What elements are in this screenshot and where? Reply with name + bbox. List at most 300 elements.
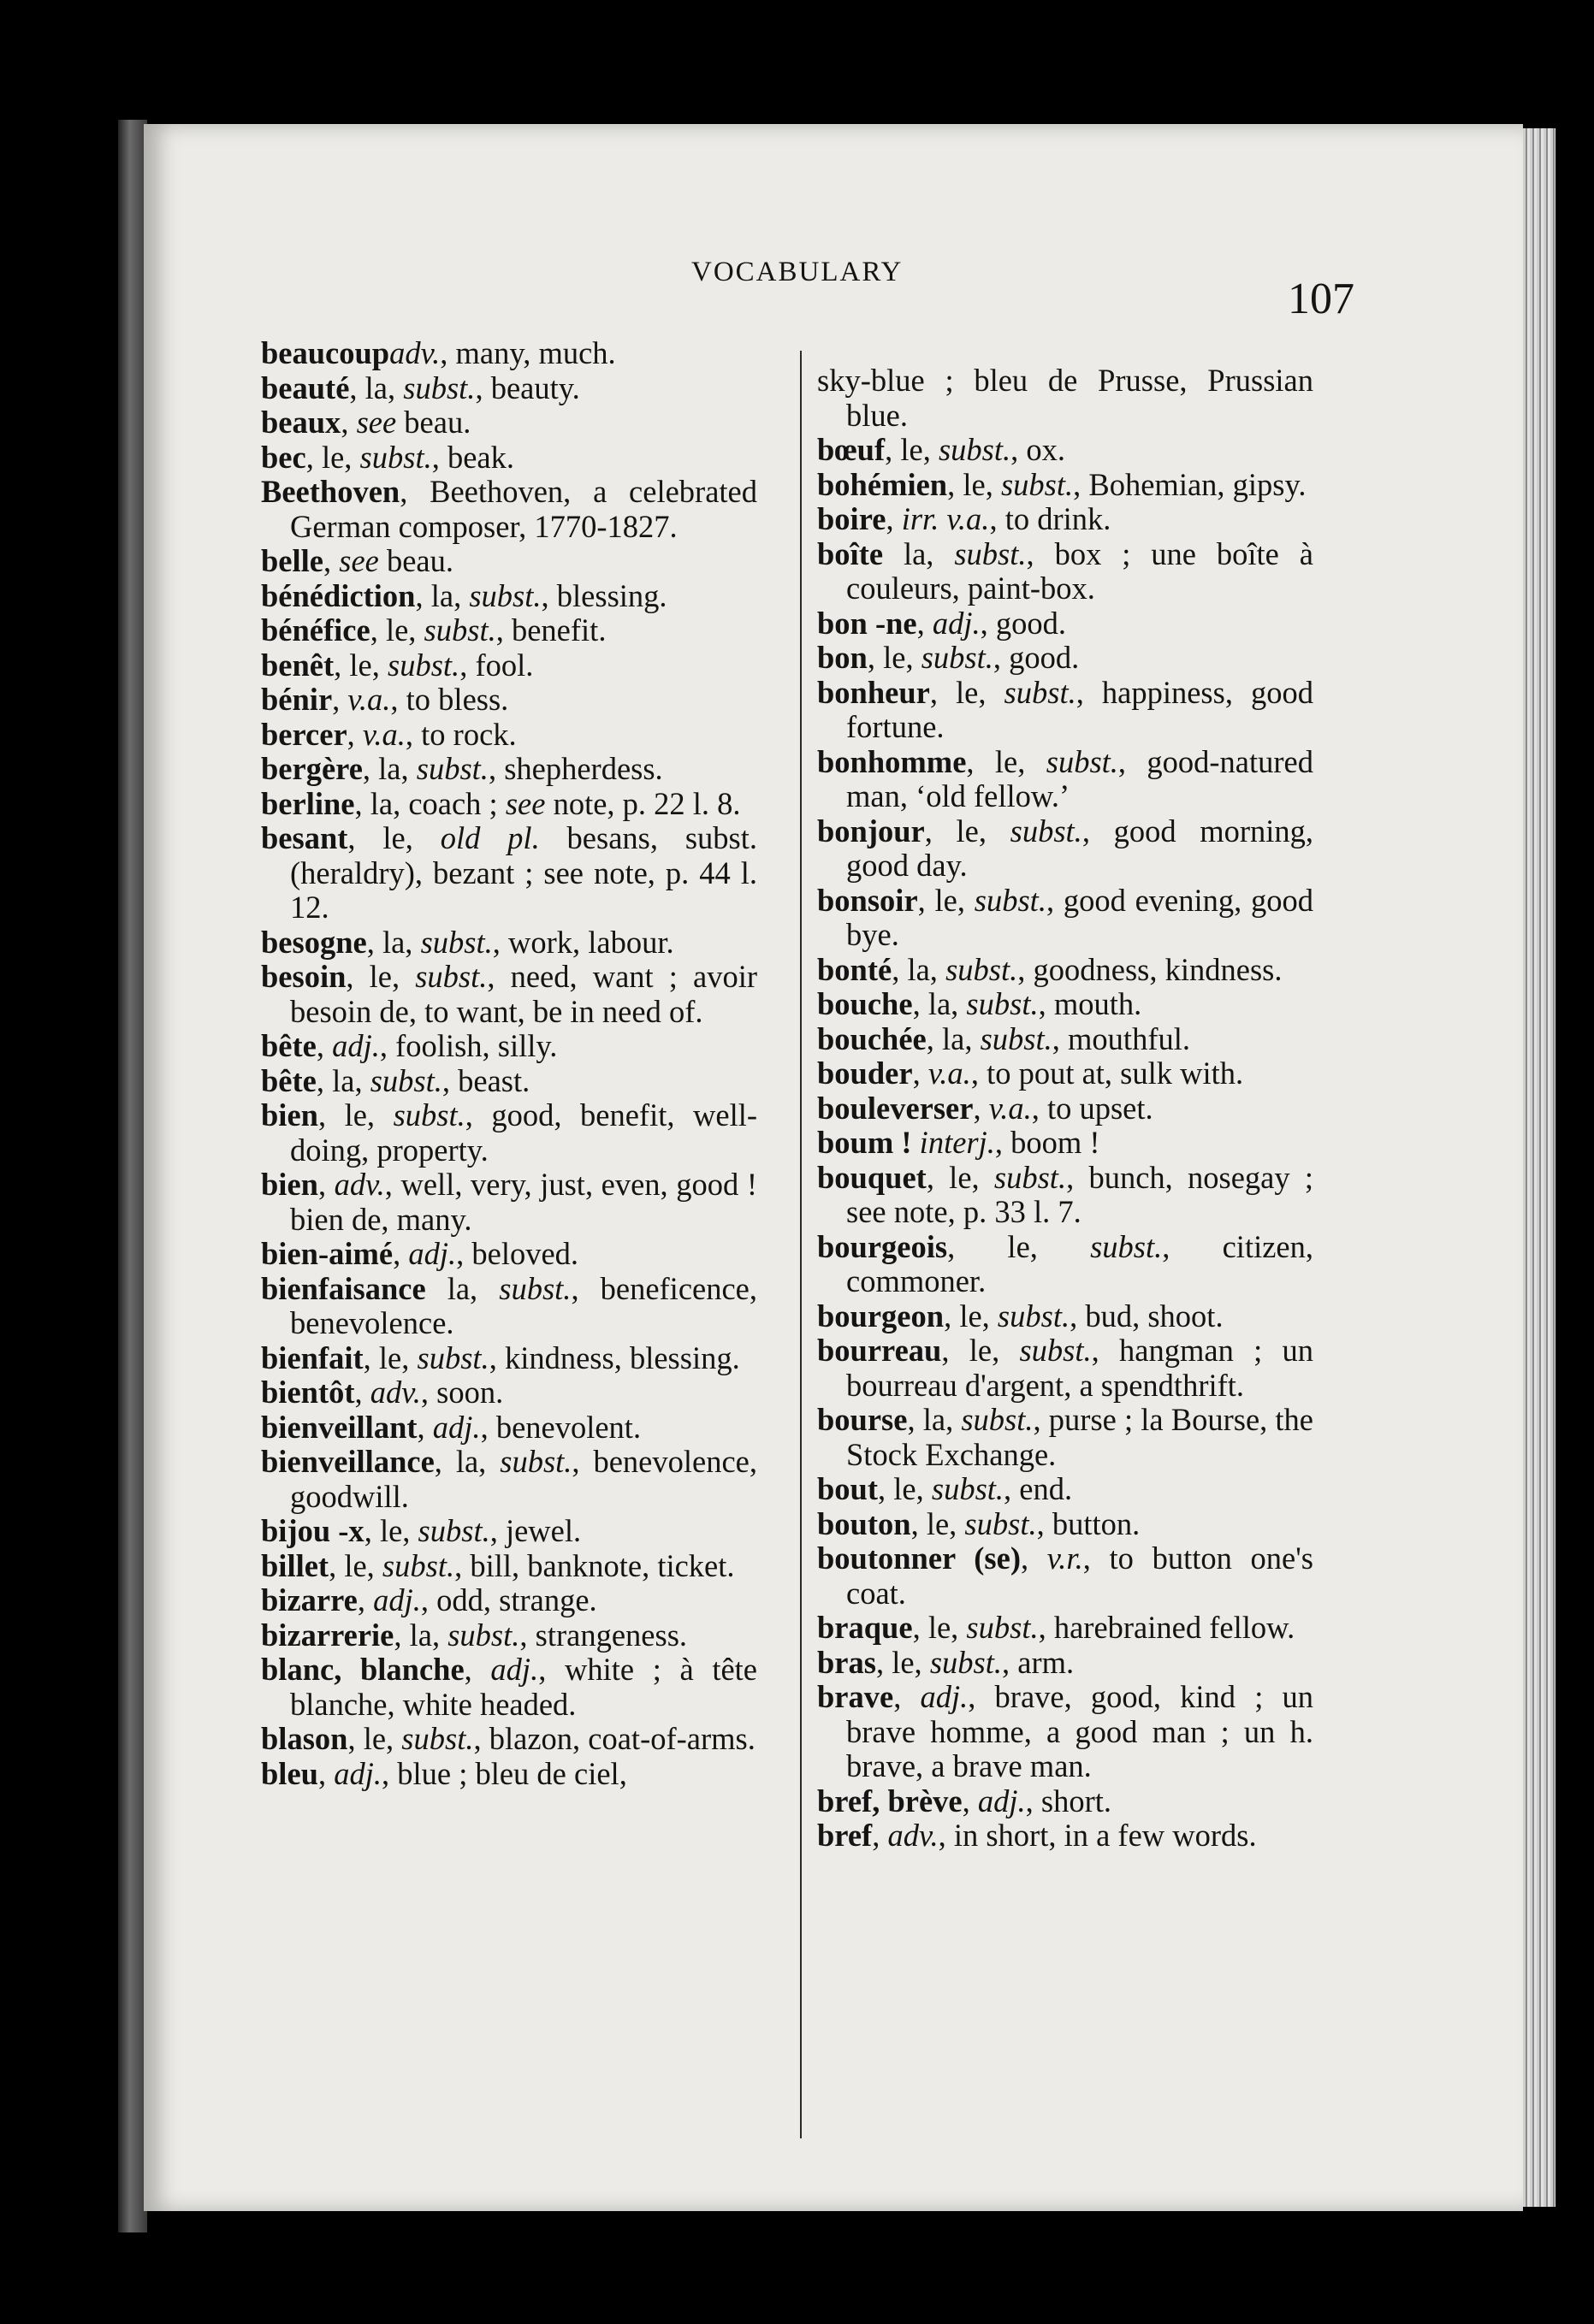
page-edges xyxy=(1523,128,1555,2207)
vocab-entry xyxy=(261,1237,757,1272)
headword: brave xyxy=(817,1679,894,1714)
entry-prefix: , xyxy=(354,1375,370,1410)
grammar-label: adj. xyxy=(432,1409,481,1445)
grammar-label: subst. xyxy=(1004,674,1076,710)
definition: , beloved. xyxy=(456,1236,579,1271)
definition: , beak. xyxy=(431,439,515,475)
grammar-label: subst. xyxy=(966,1610,1039,1645)
headword: bœuf xyxy=(817,432,886,467)
grammar-label: v.a. xyxy=(988,1090,1032,1126)
headword: bénédiction xyxy=(261,577,416,613)
definition: , shepherdess. xyxy=(488,751,663,786)
vocab-entry xyxy=(261,1410,757,1446)
headword: blanc, blanche xyxy=(261,1652,465,1687)
entry-prefix: , la, coach ; xyxy=(354,785,506,821)
headword: bouche xyxy=(817,986,913,1021)
headword: beaucoup xyxy=(261,335,390,370)
definition: , harebrained fellow. xyxy=(1038,1610,1295,1645)
entry-prefix: , le, xyxy=(878,1471,932,1506)
grammar-label: see xyxy=(505,785,546,821)
headword: bien xyxy=(261,1167,318,1202)
headword: bourreau xyxy=(817,1333,942,1368)
vocab-entry xyxy=(261,1653,757,1722)
grammar-label: subst. xyxy=(388,647,460,683)
definition: , to drink. xyxy=(989,501,1111,536)
grammar-label: adj. xyxy=(373,1582,421,1617)
entry-prefix: , la, xyxy=(907,1402,962,1437)
grammar-label: subst. xyxy=(1019,1333,1092,1368)
entry-prefix: , le, xyxy=(370,612,424,648)
grammar-label: subst. xyxy=(359,439,432,475)
vocab-entry xyxy=(261,1583,757,1618)
headword: bouder xyxy=(817,1056,913,1091)
headword: bien xyxy=(261,1097,318,1132)
headword: belle xyxy=(261,543,323,578)
headword: bouleverser xyxy=(817,1090,974,1126)
grammar-label: v.r. xyxy=(1046,1540,1083,1576)
vocab-entry xyxy=(817,1507,1313,1542)
grammar-label: subst. xyxy=(499,1270,572,1306)
definition: , blessing. xyxy=(541,577,667,613)
grammar-label: subst. xyxy=(980,1020,1052,1056)
vocab-entry xyxy=(817,468,1313,503)
entry-prefix: , xyxy=(341,405,357,440)
vocab-entry xyxy=(817,606,1313,642)
entry-prefix: , xyxy=(323,543,340,578)
definition: , to rock. xyxy=(405,716,517,752)
grammar-label: subst. xyxy=(1000,466,1074,502)
vocab-entry xyxy=(261,1029,757,1064)
headword: bientôt xyxy=(261,1375,355,1410)
grammar-label: subst. xyxy=(370,1062,442,1098)
headword: bizarre xyxy=(261,1582,358,1617)
headword: bon -ne xyxy=(817,605,917,641)
vocab-entry xyxy=(261,1618,757,1653)
entry-prefix: , xyxy=(357,1582,374,1617)
grammar-label: subst. xyxy=(945,951,1018,987)
running-head: VOCABULARY xyxy=(691,257,904,287)
headword: bouquet xyxy=(817,1159,927,1195)
entry-prefix: , le, xyxy=(926,1159,994,1195)
vocab-entry xyxy=(817,1299,1313,1334)
grammar-label: subst. xyxy=(1010,813,1082,849)
grammar-label: adj. xyxy=(490,1652,539,1687)
headword: billet xyxy=(261,1547,329,1583)
vocab-entry xyxy=(261,441,757,476)
vocab-entry xyxy=(261,1168,757,1237)
vocab-entry xyxy=(261,475,757,544)
vocab-entry xyxy=(817,1091,1313,1127)
grammar-label: adj. xyxy=(977,1783,1026,1818)
grammar-label: subst. xyxy=(929,1644,1002,1680)
vocab-entry xyxy=(817,1333,1313,1403)
headword: bonté xyxy=(817,951,892,987)
definition: , Beethoven, a celebrated German composer, 1770-1827. xyxy=(290,474,757,544)
entry-prefix: , le, xyxy=(867,640,921,675)
definition: , happiness, good fortune. xyxy=(846,674,1313,744)
definition: , many, much. xyxy=(440,335,616,370)
headword: bien-aimé xyxy=(261,1236,394,1271)
grammar-label: irr. v.a. xyxy=(901,501,990,536)
headword: besogne xyxy=(261,924,367,960)
headword: Beethoven xyxy=(261,474,400,509)
vocab-entry xyxy=(817,1541,1313,1611)
definition: , work, labour. xyxy=(492,924,674,960)
definition: , strangeness. xyxy=(519,1617,688,1653)
headword: boire xyxy=(817,501,886,536)
definition: , mouth. xyxy=(1038,986,1142,1021)
headword: bergère xyxy=(261,751,363,786)
entry-prefix: , xyxy=(316,1028,333,1063)
entry-prefix: , xyxy=(317,1167,335,1202)
grammar-label: subst. xyxy=(424,612,496,648)
vocab-entry xyxy=(261,544,757,579)
page-number: 107 xyxy=(1288,275,1354,323)
grammar-label: adv. xyxy=(370,1375,421,1410)
headword: bourgeon xyxy=(817,1298,945,1333)
headword: bonjour xyxy=(817,813,925,849)
grammar-label: see xyxy=(339,543,379,578)
entry-prefix: , le, xyxy=(941,1333,1020,1368)
definition: , well, very, just, even, good ! bien de, many. xyxy=(290,1167,757,1237)
definition: note, p. 22 l. 8. xyxy=(545,785,741,821)
entry-prefix: , le, xyxy=(917,882,975,918)
entry-prefix: , le, xyxy=(317,1097,394,1132)
entry-prefix: , le, xyxy=(924,813,1010,849)
vocab-entry xyxy=(817,537,1313,606)
entry-prefix: , xyxy=(962,1783,978,1818)
headword: bonhomme xyxy=(817,743,967,779)
headword: bonheur xyxy=(817,674,930,710)
entry-prefix: , la, xyxy=(434,1444,501,1479)
headword: bouchée xyxy=(817,1020,927,1056)
grammar-label: subst. xyxy=(1090,1228,1163,1264)
grammar-label: adj. xyxy=(334,1755,382,1791)
headword: boîte xyxy=(817,535,884,571)
definition: , bunch, nosegay ; see note, p. 33 l. 7. xyxy=(846,1159,1313,1229)
definition: , beauty. xyxy=(475,370,580,405)
entry-prefix: , le, xyxy=(947,1228,1091,1264)
headword: bercer xyxy=(261,716,347,752)
grammar-label: v.a. xyxy=(927,1056,971,1091)
definition: , box ; une boîte à couleurs, paint-box. xyxy=(846,535,1313,606)
definition: , jewel. xyxy=(489,1513,582,1548)
vocab-entry xyxy=(261,336,757,371)
entry-prefix: , xyxy=(973,1090,989,1126)
headword: berline xyxy=(261,785,355,821)
headword: bon xyxy=(817,640,868,675)
vocab-entry xyxy=(261,683,757,718)
right-column xyxy=(817,364,1313,1854)
definition: , need, want ; avoir besoin de, to want, be in need of. xyxy=(290,959,757,1029)
headword: benêt xyxy=(261,647,335,683)
entry-prefix: , xyxy=(912,1056,928,1091)
vocab-entry xyxy=(817,1161,1313,1230)
vocab-entry xyxy=(261,1549,757,1584)
left-column xyxy=(261,336,757,1791)
vocab-entry xyxy=(261,1341,757,1376)
grammar-label: subst. xyxy=(961,1402,1034,1437)
vocab-entry xyxy=(261,1064,757,1099)
headword: braque xyxy=(817,1610,913,1645)
definition: , button. xyxy=(1036,1505,1141,1541)
definition: , ox. xyxy=(1010,432,1066,467)
grammar-label: subst. xyxy=(401,1721,474,1756)
entry-prefix: , xyxy=(893,1679,921,1714)
vocab-entry xyxy=(817,1056,1313,1091)
definition: , benevolence, goodwill. xyxy=(290,1444,757,1514)
vocab-entry xyxy=(261,1445,757,1514)
entry-prefix: , le, xyxy=(334,647,388,683)
definition: , boom ! xyxy=(994,1125,1100,1160)
vocab-entry xyxy=(817,641,1313,676)
grammar-label: subst. xyxy=(420,924,493,960)
vocab-entry xyxy=(817,1403,1313,1472)
grammar-label: adv. xyxy=(887,1818,939,1853)
entry-prefix: , xyxy=(886,501,902,536)
grammar-label: subst. xyxy=(964,1505,1037,1541)
headword: bec xyxy=(261,439,306,475)
vocab-entry xyxy=(261,1272,757,1341)
vocab-entry xyxy=(817,1680,1313,1784)
grammar-label: see xyxy=(356,405,397,440)
vocab-entry xyxy=(261,613,757,648)
headword: besant xyxy=(261,820,348,855)
entry-prefix: , la, xyxy=(926,1020,981,1056)
entry-prefix: , xyxy=(1020,1540,1047,1576)
entry-prefix: , xyxy=(317,1755,335,1791)
definition: , to bless. xyxy=(390,682,509,717)
entry-prefix: , le, xyxy=(346,959,416,994)
headword: boum ! xyxy=(817,1125,912,1160)
vocab-entry xyxy=(817,1022,1313,1057)
definition: , kindness, blessing. xyxy=(489,1339,740,1375)
headword: beauté xyxy=(261,370,350,405)
headword: bleu xyxy=(261,1755,318,1791)
grammar-label: adj. xyxy=(920,1679,969,1714)
headword: bête xyxy=(261,1028,317,1063)
entry-prefix: , xyxy=(332,682,348,717)
entry-prefix: , le, xyxy=(910,1505,965,1541)
definition: , good-natured man, ‘old fellow.’ xyxy=(846,743,1314,813)
entry-prefix: , le, xyxy=(347,820,441,855)
definition: , soon. xyxy=(420,1375,504,1410)
vocab-entry xyxy=(261,787,757,822)
grammar-label: adj. xyxy=(408,1236,457,1271)
grammar-label: subst. xyxy=(993,1159,1067,1195)
entry-prefix: , la, xyxy=(415,577,470,613)
headword: bienveillance xyxy=(261,1444,435,1479)
entry-prefix: , le, xyxy=(347,1721,402,1756)
vocab-entry xyxy=(817,1126,1313,1161)
vocab-entry xyxy=(261,405,757,441)
grammar-label: subst. xyxy=(954,535,1027,571)
definition: , benevolent. xyxy=(480,1409,642,1445)
headword: blason xyxy=(261,1721,348,1756)
vocab-entry xyxy=(261,579,757,614)
headword: beaux xyxy=(261,405,341,440)
vocab-entry xyxy=(817,433,1313,468)
entry-prefix: la, xyxy=(425,1270,500,1306)
vocab-entry xyxy=(261,648,757,683)
definition: , goodness, kindness. xyxy=(1017,951,1283,987)
entry-prefix: , xyxy=(417,1409,433,1445)
vocab-entry xyxy=(817,1472,1313,1507)
vocab-entry xyxy=(817,745,1313,814)
definition: , mouthful. xyxy=(1052,1020,1190,1056)
definition: , Bohemian, gipsy. xyxy=(1073,466,1307,502)
vocab-entry xyxy=(817,814,1313,884)
entry-prefix: , le, xyxy=(944,1298,998,1333)
grammar-label: subst. xyxy=(393,1097,465,1132)
entry-prefix: , la, xyxy=(316,1062,370,1098)
headword: bref xyxy=(817,1818,873,1853)
grammar-label: interj. xyxy=(919,1125,995,1160)
headword: bourse xyxy=(817,1402,908,1437)
vocab-entry xyxy=(817,364,1313,433)
vocab-entry xyxy=(261,371,757,406)
grammar-label: subst. xyxy=(997,1298,1070,1333)
definition: , good. xyxy=(993,640,1080,675)
entry-prefix: , xyxy=(347,716,363,752)
headword: bourgeois xyxy=(817,1228,948,1264)
headword: besoin xyxy=(261,959,347,994)
entry-prefix: , le, xyxy=(912,1610,967,1645)
grammar-label: old pl. xyxy=(440,820,540,855)
definition: , bud, shoot. xyxy=(1070,1298,1224,1333)
vocab-entry xyxy=(817,1230,1313,1299)
headword: bijou -x xyxy=(261,1513,364,1548)
grammar-label: subst. xyxy=(974,882,1046,918)
grammar-label: subst. xyxy=(931,1471,1004,1506)
entry-prefix: , le, xyxy=(966,743,1046,779)
headword: bras xyxy=(817,1644,876,1680)
grammar-label: subst. xyxy=(447,1617,520,1653)
definition: , blazon, coat-of-arms. xyxy=(473,1721,756,1756)
entry-prefix: , la, xyxy=(366,924,421,960)
entry-prefix: , le, xyxy=(364,1513,418,1548)
grammar-label: subst. xyxy=(938,432,1011,467)
definition: , to pout at, sulk with. xyxy=(970,1056,1244,1091)
entry-prefix: , la, xyxy=(912,986,967,1021)
grammar-label: subst. xyxy=(382,1547,455,1583)
headword: bizarrerie xyxy=(261,1617,394,1653)
headword: boutonner (se) xyxy=(817,1540,1021,1576)
definition: , arm. xyxy=(1002,1644,1075,1680)
definition: , beast. xyxy=(441,1062,530,1098)
entry-prefix: , la, xyxy=(362,751,417,786)
grammar-label: adv. xyxy=(389,335,441,370)
grammar-label: subst. xyxy=(418,1513,490,1548)
grammar-label: subst. xyxy=(1046,743,1118,779)
headword: bienfait xyxy=(261,1339,364,1375)
book-spine-shadow xyxy=(118,120,147,2232)
vocab-entry xyxy=(817,676,1313,745)
definition: , citizen, commoner. xyxy=(846,1228,1313,1298)
grammar-label: adj. xyxy=(332,1028,380,1063)
grammar-label: subst. xyxy=(415,959,488,994)
definition: , foolish, silly. xyxy=(379,1028,558,1063)
vocab-entry xyxy=(817,1646,1313,1681)
definition: , good. xyxy=(980,605,1067,641)
vocab-entry xyxy=(817,953,1313,988)
grammar-label: v.a. xyxy=(362,716,406,752)
headword: bref, brève xyxy=(817,1783,963,1818)
entry-prefix: , le, xyxy=(363,1339,418,1375)
vocab-entry xyxy=(261,1722,757,1757)
headword: bienveillant xyxy=(261,1409,418,1445)
definition: , brave, good, kind ; un brave homme, a good man ; un h. brave, a brave man. xyxy=(846,1679,1313,1783)
definition: sky-blue ; bleu de Prusse, Prussian blue. xyxy=(817,363,1313,433)
entry-prefix: , le, xyxy=(875,1644,930,1680)
definition: beau. xyxy=(378,543,453,578)
definition: , benefit. xyxy=(495,612,607,648)
grammar-label: subst. xyxy=(417,1339,489,1375)
definition: , beneficence, benevolence. xyxy=(290,1270,757,1340)
entry-prefix: , le, xyxy=(329,1547,382,1583)
entry-prefix: , le, xyxy=(305,439,360,475)
column-divider xyxy=(800,351,802,2138)
entry-prefix: , la, xyxy=(394,1617,448,1653)
entry-prefix: , xyxy=(916,605,933,641)
definition: , to upset. xyxy=(1031,1090,1153,1126)
entry-prefix: , le, xyxy=(885,432,939,467)
entry-prefix: la, xyxy=(883,535,955,571)
vocab-entry xyxy=(261,1757,757,1792)
vocab-entry xyxy=(817,1784,1313,1819)
vocab-entry xyxy=(261,821,757,925)
headword: bénéfice xyxy=(261,612,370,648)
definition: , in short, in a few words. xyxy=(938,1818,1257,1853)
entry-prefix: , le, xyxy=(947,466,1001,502)
definition: , to button one's coat. xyxy=(846,1540,1314,1611)
headword: bonsoir xyxy=(817,882,918,918)
definition: , purse ; la Bourse, the Stock Exchange. xyxy=(846,1402,1313,1472)
headword: bouton xyxy=(817,1505,911,1541)
vocab-entry xyxy=(261,960,757,1029)
grammar-label: adj. xyxy=(932,605,981,641)
definition: , fool. xyxy=(459,647,534,683)
vocab-entry xyxy=(261,718,757,753)
entry-prefix: , xyxy=(393,1236,409,1271)
grammar-label: subst. xyxy=(966,986,1039,1021)
definition: beau. xyxy=(396,405,471,440)
entry-prefix: , xyxy=(872,1818,888,1853)
vocab-entry xyxy=(817,1611,1313,1646)
headword: bout xyxy=(817,1471,879,1506)
definition: , white ; à tête blanche, white headed. xyxy=(290,1652,757,1722)
vocab-entry xyxy=(817,884,1313,953)
headword: bienfaisance xyxy=(261,1270,426,1306)
definition: , odd, strange. xyxy=(420,1582,597,1617)
entry-prefix xyxy=(912,1125,920,1160)
grammar-label: v.a. xyxy=(347,682,391,717)
definition: , blue ; bleu de ciel, xyxy=(381,1755,627,1791)
entry-prefix: , le, xyxy=(929,674,1004,710)
grammar-label: adv. xyxy=(334,1167,385,1202)
definition: , short. xyxy=(1025,1783,1112,1818)
entry-prefix: , la, xyxy=(892,951,946,987)
vocab-entry xyxy=(817,987,1313,1022)
vocab-entry xyxy=(261,1098,757,1168)
vocab-entry xyxy=(261,1375,757,1410)
headword: bohémien xyxy=(817,466,948,502)
vocab-entry xyxy=(817,1818,1313,1854)
entry-prefix: , xyxy=(464,1652,491,1687)
vocab-entry xyxy=(817,502,1313,537)
grammar-label: subst. xyxy=(416,751,489,786)
headword: bête xyxy=(261,1062,317,1098)
